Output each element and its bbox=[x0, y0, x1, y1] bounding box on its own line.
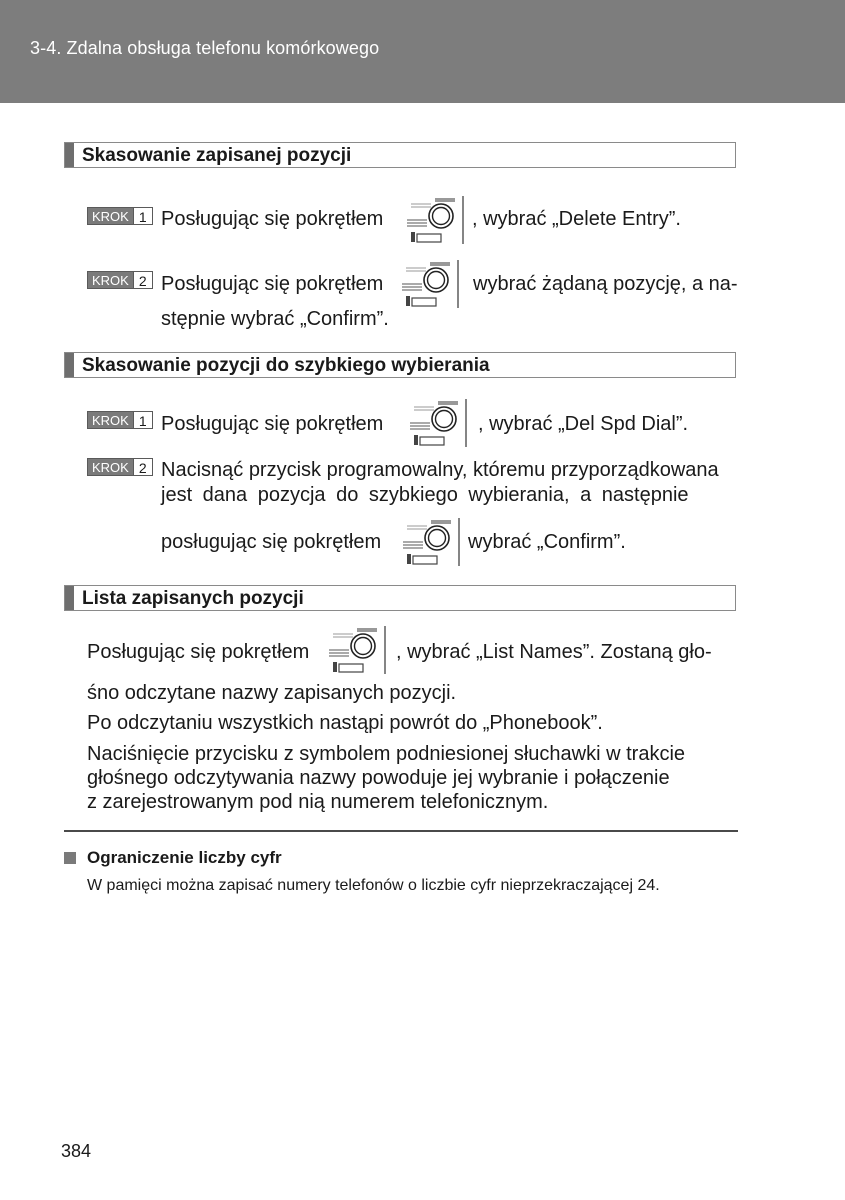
step-text: Posługując się pokrętłem bbox=[161, 208, 384, 230]
step-text-line: Nacisnąć przycisk programowalny, któremu przyporządkowana bbox=[161, 459, 719, 481]
step-text: Posługując się pokrętłem bbox=[161, 273, 384, 295]
step-label: KROK bbox=[87, 271, 134, 289]
chapter-title: 3-4. Zdalna obsługa telefonu komórkowego bbox=[30, 38, 380, 58]
body-text-line: głośnego odczytywania nazwy powoduje jej wybranie i połączenie bbox=[87, 767, 670, 789]
section-speed-dial-heading bbox=[64, 352, 736, 378]
step-text: wybrać żądaną pozycję, a na- bbox=[473, 273, 738, 295]
step-label: KROK bbox=[87, 411, 134, 429]
section-title: Lista zapisanych pozycji bbox=[82, 588, 304, 609]
section-delete-entry-heading bbox=[64, 142, 736, 168]
tune-sel-knob-icon bbox=[405, 194, 467, 246]
section-divider bbox=[64, 830, 738, 832]
step-badge bbox=[87, 411, 153, 429]
body-text: , wybrać „List Names”. Zostaną gło- bbox=[396, 641, 712, 663]
section-title: Skasowanie zapisanej pozycji bbox=[82, 145, 352, 166]
tune-sel-knob-icon bbox=[401, 516, 463, 568]
section-title: Skasowanie pozycji do szybkiego wybierania bbox=[82, 355, 490, 376]
body-text-line: Po odczytaniu wszystkich nastąpi powrót do „Phonebook”. bbox=[87, 712, 603, 734]
step-text: , wybrać „Del Spd Dial”. bbox=[478, 413, 689, 435]
page-header bbox=[0, 0, 845, 103]
body-text-line: z zarejestrowanym pod nią numerem telefonicznym. bbox=[87, 791, 549, 813]
step-text: , wybrać „Delete Entry”. bbox=[472, 208, 681, 230]
section-marker bbox=[65, 353, 74, 377]
step-text-continued: stępnie wybrać „Confirm”. bbox=[161, 308, 389, 330]
tune-sel-knob-icon bbox=[327, 624, 389, 676]
note-title: Ograniczenie liczby cyfr bbox=[87, 848, 282, 867]
step-number: 1 bbox=[134, 411, 153, 429]
step-label: KROK bbox=[87, 458, 134, 476]
step-badge bbox=[87, 271, 153, 289]
tune-sel-knob-icon bbox=[408, 397, 470, 449]
step-badge bbox=[87, 207, 153, 225]
step-number: 1 bbox=[134, 207, 153, 225]
note-text: W pamięci można zapisać numery telefonów o liczbie cyfr nieprzekraczającej 24. bbox=[87, 877, 660, 894]
step-number: 2 bbox=[134, 458, 153, 476]
body-text-line: śno odczytane nazwy zapisanych pozycji. bbox=[87, 682, 457, 704]
step-text: Posługując się pokrętłem bbox=[161, 413, 384, 435]
section-list-names-heading bbox=[64, 585, 736, 611]
step-badge bbox=[87, 458, 153, 476]
section-marker bbox=[65, 143, 74, 167]
section-marker bbox=[65, 586, 74, 610]
step-label: KROK bbox=[87, 207, 134, 225]
step-text: posługując się pokrętłem bbox=[161, 531, 382, 553]
step-text-line: jest dana pozycja do szybkiego wybierania, a następnie bbox=[161, 484, 689, 506]
step-number: 2 bbox=[134, 271, 153, 289]
tune-sel-knob-icon bbox=[400, 258, 462, 310]
body-text: Posługując się pokrętłem bbox=[87, 641, 310, 663]
page-number: 384 bbox=[61, 1141, 92, 1161]
body-text-line: Naciśnięcie przycisku z symbolem podniesionej słuchawki w trakcie bbox=[87, 743, 686, 765]
step-text: wybrać „Confirm”. bbox=[468, 531, 626, 553]
note-bullet-icon bbox=[64, 852, 76, 864]
